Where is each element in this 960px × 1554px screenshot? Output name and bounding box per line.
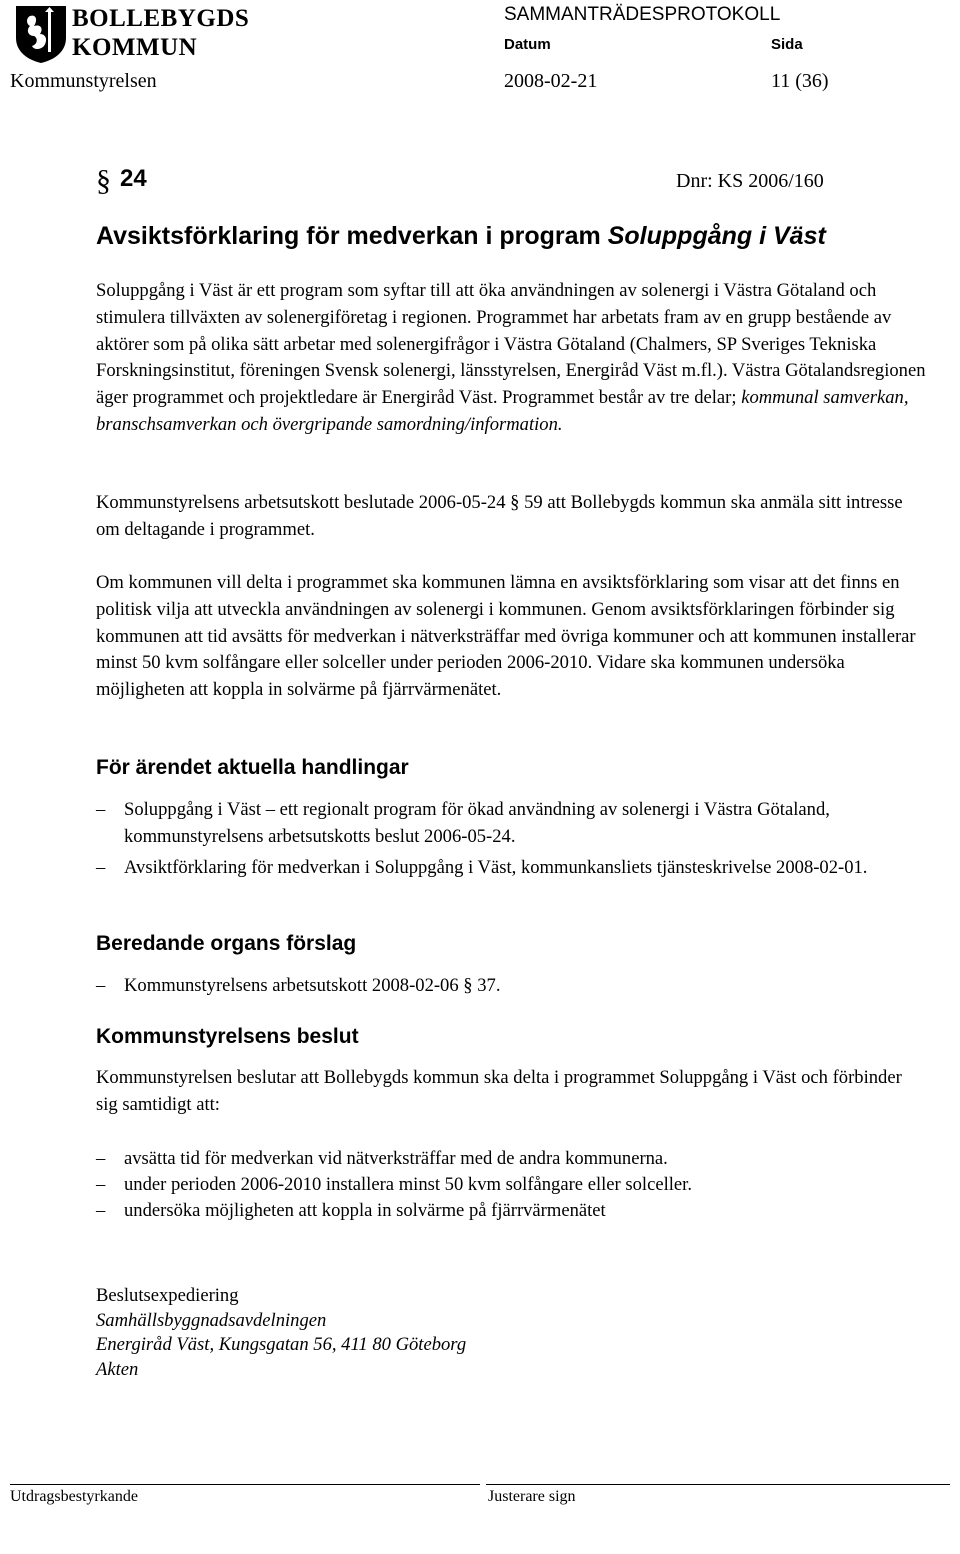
title-prefix: Avsiktsförklaring för medverkan i program: [96, 222, 608, 250]
handlingar-list: [96, 797, 926, 881]
logo-wordmark: [72, 4, 249, 62]
list-item: – Soluppgång i Väst – ett regionalt program för ökad användning av solenergi i Västra Götaland, kommunstyrelsens arbetsutskotts beslut 2006-05-24.: [96, 797, 926, 851]
expediering-heading: Beslutsexpediering: [96, 1285, 239, 1306]
footer-line-right: [486, 1484, 950, 1485]
dnr: Dnr: KS 2006/160: [676, 170, 824, 192]
meeting-date: 2008-02-21: [504, 70, 598, 92]
recipient-text: Energiråd Väst, Kungsgatan 56, 411 80 Göteborg: [96, 1334, 467, 1356]
recipient-text: Akten: [96, 1358, 139, 1380]
page-title: [96, 222, 826, 251]
paragraph-number: 24: [120, 165, 147, 192]
body-paragraph-3: [96, 570, 926, 704]
datum-label: Datum: [504, 36, 551, 53]
expediering: [96, 1284, 466, 1382]
p2-text: Kommunstyrelsens arbetsutskott beslutade 2006-05-24 § 59 att Bollebygds kommun ska anmäla sitt intresse om deltagande i programmet.: [96, 492, 903, 540]
list-item: – undersöka möjligheten att koppla in solvärme på fjärrvärmenätet: [96, 1198, 926, 1224]
utdragsbestyrkande: Utdragsbestyrkande: [10, 1488, 138, 1505]
beslut-intro-text: Kommunstyrelsen beslutar att Bollebygds kommun ska delta i programmet Soluppgång i Väst och förbinder sig samtidigt att:: [96, 1067, 902, 1115]
p3-text: Om kommunen vill delta i programmet ska kommunen lämna en avsiktsförklaring som visar att det finns en politisk vilja att utveckla användningen av solenergi i kommunen. Genom avsiktsförklaringen förbinder sig kommunen att tid avsätts för medverkan i nätverksträffar med övriga kommuner och att kommunen installerar minst 50 kvm solfångare eller solceller under perioden 2006-2010. Vidare ska kommunen undersöka möjligheten att koppla in solvärme på fjärrvärmenätet.: [96, 572, 916, 701]
page-number: 11 (36): [771, 70, 829, 92]
handlingar-heading: För ärendet aktuella handlingar: [96, 756, 409, 779]
list-item: – Kommunstyrelsens arbetsutskott 2008-02-06 § 37.: [96, 973, 926, 1000]
list-item: – Avsiktförklaring för medverkan i Soluppgång i Väst, kommunkansliets tjänsteskrivelse 2008-02-01.: [96, 855, 926, 882]
justerare-sign: Justerare sign: [488, 1488, 576, 1505]
logo-line-2: KOMMUN: [72, 34, 198, 61]
logo-line-1: BOLLEBYGDS: [72, 5, 250, 32]
p1-italic: kommunal samverkan, branschsamverkan och övergripande samordning/information.: [96, 387, 909, 435]
body-paragraph-2: [96, 490, 926, 544]
document-type: SAMMANTRÄDESPROTOKOLL: [504, 4, 781, 25]
sida-label: Sida: [771, 36, 803, 53]
beslut-heading: Kommunstyrelsens beslut: [96, 1025, 359, 1048]
recipient: [96, 1309, 466, 1334]
beslut-intro: [96, 1065, 926, 1119]
beslut-list: [96, 1146, 926, 1224]
beredande-heading: Beredande organs förslag: [96, 932, 357, 955]
paragraph-symbol: §: [96, 164, 111, 197]
recipient: [96, 1358, 466, 1383]
coat-of-arms-icon: [14, 4, 68, 64]
list-item: – under perioden 2006-2010 installera minst 50 kvm solfångare eller solceller.: [96, 1172, 926, 1198]
footer-line-left: [10, 1484, 480, 1485]
body-paragraph-1: [96, 278, 926, 439]
p1-text: Soluppgång i Väst är ett program som syftar till att öka användningen av solenergi i Västra Götaland och stimulera tillväxten av solenergiföretag i regionen. Programmet har arbetats fram av en grupp bestående av aktörer som på olika sätt arbetar med solenergifrågor i Västra Götaland (Chalmers, SP Sveriges Tekniska Forskningsinstitut, föreningen Svensk solenergi, länsstyrelsen, Energiråd Väst m.fl.). Västra Götalandsregionen äger programmet och projektledare är Energiråd Väst. Programmet består av tre delar;: [96, 280, 926, 409]
organ-name: Kommunstyrelsen: [10, 70, 157, 92]
beredande-list: [96, 973, 926, 1000]
list-item: – avsätta tid för medverkan vid nätverksträffar med de andra kommunerna.: [96, 1146, 926, 1172]
recipient-text: Samhällsbyggnadsavdelningen: [96, 1309, 327, 1331]
recipient: [96, 1333, 466, 1358]
title-program-name: Soluppgång i Väst: [607, 222, 826, 250]
